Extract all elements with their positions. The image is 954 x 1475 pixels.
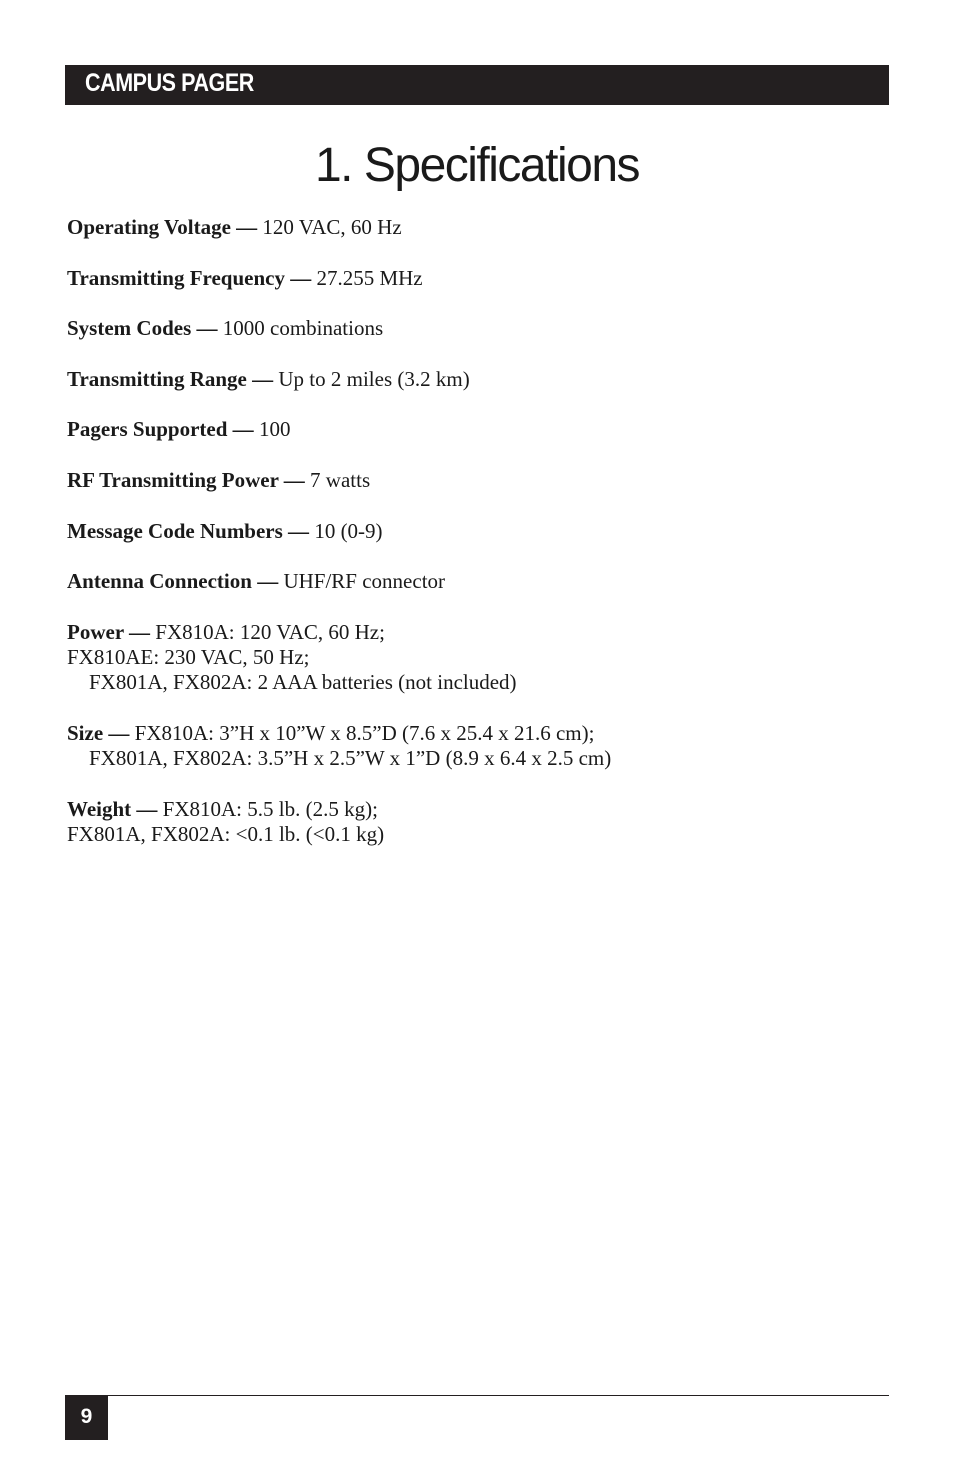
spec-size — [67, 721, 611, 771]
spec-label: Size — — [67, 721, 130, 745]
spec-value: Up to 2 miles (3.2 km) — [273, 367, 470, 391]
spec-value: 10 (0-9) — [309, 519, 383, 543]
spec-label: Message Code Numbers — — [67, 519, 310, 543]
footer-rule — [65, 1395, 889, 1396]
spec-label: Transmitting Range — — [67, 367, 274, 391]
spec-rf-transmitting-power — [67, 468, 370, 493]
page-number: 9 — [80, 1405, 93, 1428]
spec-line: FX801A, FX802A: 2 AAA batteries (not included) — [89, 670, 517, 694]
spec-value: 120 VAC, 60 Hz — [257, 215, 402, 239]
spec-operating-voltage — [67, 215, 402, 240]
spec-line — [67, 797, 384, 822]
spec-power — [67, 620, 517, 695]
spec-value: 1000 combinations — [217, 316, 384, 340]
page-title: 1. Specifications — [314, 139, 640, 192]
spec-label: Power — — [67, 620, 151, 644]
spec-label: System Codes — — [67, 316, 218, 340]
spec-line: FX801A, FX802A: 3.5”H x 2.5”W x 1”D (8.9 x 6.4 x 2.5 cm) — [89, 746, 612, 770]
header-bar — [65, 65, 889, 105]
spec-transmitting-frequency — [67, 266, 423, 291]
spec-label: Operating Voltage — — [67, 215, 258, 239]
spec-label: Pagers Supported — — [67, 417, 254, 441]
spec-value: FX810A: 5.5 lb. (2.5 kg); — [157, 797, 378, 821]
spec-transmitting-range — [67, 367, 470, 392]
spec-antenna-connection — [67, 569, 445, 594]
spec-label: Weight — — [67, 797, 158, 821]
spec-label: RF Transmitting Power — — [67, 468, 305, 492]
spec-line — [67, 721, 611, 746]
spec-pagers-supported — [67, 417, 290, 442]
spec-line — [67, 620, 517, 645]
header-title: CAMPUS PAGER — [85, 69, 254, 97]
spec-label: Transmitting Frequency — — [67, 266, 312, 290]
spec-value: 100 — [253, 417, 291, 441]
spec-label: Antenna Connection — — [67, 569, 279, 593]
spec-value: UHF/RF connector — [278, 569, 446, 593]
spec-system-codes — [67, 316, 383, 341]
spec-message-code-numbers — [67, 519, 383, 544]
page-number-box — [65, 1396, 108, 1440]
spec-line: FX801A, FX802A: <0.1 lb. (<0.1 kg) — [67, 822, 385, 846]
spec-value: FX810A: 120 VAC, 60 Hz; — [150, 620, 385, 644]
spec-line: FX810AE: 230 VAC, 50 Hz; — [67, 645, 310, 669]
spec-weight — [67, 797, 384, 847]
spec-value: FX810A: 3”H x 10”W x 8.5”D (7.6 x 25.4 x 21.6 cm); — [129, 721, 595, 745]
spec-value: 27.255 MHz — [311, 266, 423, 290]
spec-value: 7 watts — [304, 468, 371, 492]
